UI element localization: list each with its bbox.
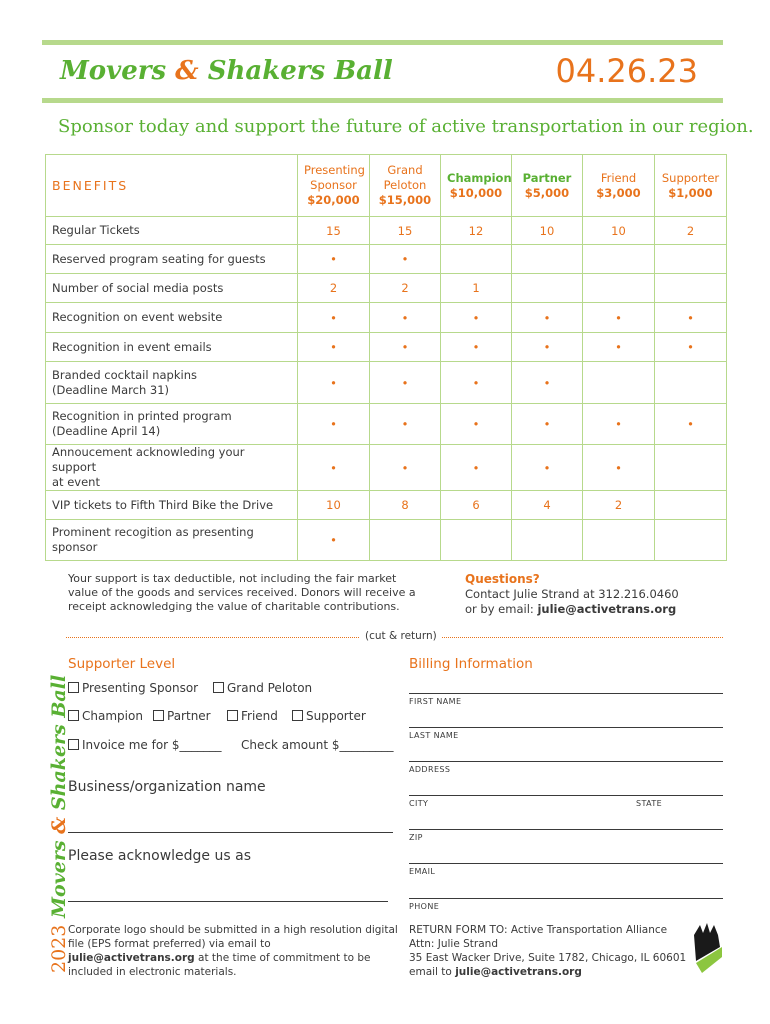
event-title: Movers & Shakers Ball — [60, 56, 393, 86]
benefit-value — [512, 274, 583, 303]
benefit-value: 4 — [512, 491, 583, 520]
benefit-row — [46, 217, 727, 245]
option-partner[interactable]: Partner — [153, 709, 211, 723]
benefit-row — [46, 303, 727, 333]
checkbox[interactable] — [227, 710, 238, 721]
questions-email-line: or by email: julie@activetrans.org — [465, 602, 677, 616]
benefit-value: 2 — [370, 274, 441, 303]
benefit-value: 10 — [298, 491, 370, 520]
phone-input[interactable] — [409, 898, 723, 899]
zip-input[interactable] — [409, 829, 723, 830]
benefit-label: Regular Tickets — [46, 217, 298, 245]
header-rule — [42, 98, 723, 103]
benefit-value: • — [583, 303, 655, 333]
benefit-value — [441, 520, 512, 561]
vertical-event-label: 2023 Movers & Shakers Ball — [48, 674, 70, 973]
benefit-label: Recognition in printed program (Deadline April 14) — [46, 404, 298, 445]
benefit-value: • — [441, 303, 512, 333]
option-invoice[interactable]: Invoice me for $_______ — [68, 738, 222, 752]
benefit-value — [370, 520, 441, 561]
benefit-row — [46, 520, 727, 561]
benefit-value: 10 — [583, 217, 655, 245]
benefit-value: • — [583, 445, 655, 491]
acknowledge-label: Please acknowledge us as — [68, 848, 251, 864]
benefit-value — [655, 491, 727, 520]
benefit-label: VIP tickets to Fifth Third Bike the Drive — [46, 491, 298, 520]
benefit-value: • — [512, 362, 583, 404]
benefit-value: 2 — [655, 217, 727, 245]
benefit-value: • — [655, 404, 727, 445]
city-state-input[interactable] — [409, 795, 723, 796]
benefit-value: 1 — [441, 274, 512, 303]
benefit-value: • — [298, 303, 370, 333]
benefit-value — [512, 245, 583, 274]
checkbox[interactable] — [153, 710, 164, 721]
business-name-input[interactable] — [68, 832, 393, 833]
benefit-value: • — [298, 333, 370, 362]
last-name-label: LAST NAME — [409, 731, 459, 740]
supporter-level-title: Supporter Level — [68, 656, 176, 672]
benefit-value: 2 — [298, 274, 370, 303]
benefit-value — [583, 274, 655, 303]
benefit-value: • — [655, 303, 727, 333]
benefit-value: • — [370, 445, 441, 491]
benefit-label: Prominent recogition as presenting sponsor — [46, 520, 298, 561]
benefit-value — [583, 362, 655, 404]
option-supporter[interactable]: Supporter — [292, 709, 366, 723]
benefit-value: • — [441, 404, 512, 445]
benefit-value — [583, 245, 655, 274]
billing-title: Billing Information — [409, 656, 533, 672]
benefit-value: 15 — [298, 217, 370, 245]
benefit-label: Reserved program seating for guests — [46, 245, 298, 274]
benefit-value — [655, 445, 727, 491]
benefit-value — [655, 362, 727, 404]
benefit-label: Annoucement acknowleding your support at event — [46, 445, 298, 491]
level-friend: Friend $3,000 — [583, 155, 655, 217]
benefit-value: • — [370, 404, 441, 445]
option-champion[interactable]: Champion — [68, 709, 143, 723]
option-friend[interactable]: Friend — [227, 709, 278, 723]
benefit-value: • — [298, 445, 370, 491]
email-label: EMAIL — [409, 867, 436, 876]
return-attn: Attn: Julie Strand — [409, 938, 498, 950]
questions-email-link[interactable]: julie@activetrans.org — [537, 602, 677, 616]
checkbox[interactable] — [213, 682, 224, 693]
level-champion: Champion $10,000 — [441, 155, 512, 217]
benefit-label: Recognition on event website — [46, 303, 298, 333]
address-input[interactable] — [409, 761, 723, 762]
benefit-value: • — [512, 333, 583, 362]
acknowledge-input[interactable] — [68, 901, 388, 902]
benefit-value — [655, 274, 727, 303]
checkbox[interactable] — [68, 739, 79, 750]
check-amount-field[interactable]: Check amount $_________ — [241, 738, 394, 752]
benefit-value: • — [441, 445, 512, 491]
benefit-value: 6 — [441, 491, 512, 520]
benefit-row — [46, 333, 727, 362]
level-partner: Partner $5,000 — [512, 155, 583, 217]
city-label: CITY — [409, 799, 429, 808]
benefit-value: • — [583, 404, 655, 445]
checkbox[interactable] — [68, 682, 79, 693]
benefit-value: • — [512, 445, 583, 491]
benefit-value: 8 — [370, 491, 441, 520]
return-email-link[interactable]: julie@activetrans.org — [455, 966, 582, 978]
benefit-value: 12 — [441, 217, 512, 245]
benefit-value: • — [441, 362, 512, 404]
benefit-row — [46, 362, 727, 404]
benefit-value: • — [655, 333, 727, 362]
option-grand-peloton[interactable]: Grand Peloton — [213, 681, 312, 695]
logo-note: Corporate logo should be submitted in a high resolution digital file (EPS format preferred) via email to julie@activetrans.org at the time of commitment to be included in electronic materials. — [68, 924, 398, 978]
address-label: ADDRESS — [409, 765, 451, 774]
alliance-logo-icon — [690, 921, 724, 973]
benefit-value: • — [298, 520, 370, 561]
level-presenting: Presenting Sponsor $20,000 — [298, 155, 370, 217]
email-input[interactable] — [409, 863, 723, 864]
benefit-value — [655, 245, 727, 274]
last-name-input[interactable] — [409, 727, 723, 728]
benefit-value — [583, 520, 655, 561]
benefit-row — [46, 445, 727, 491]
benefit-value: • — [512, 303, 583, 333]
option-presenting-sponsor[interactable]: Presenting Sponsor — [68, 681, 198, 695]
benefit-value: • — [298, 245, 370, 274]
cut-label: (cut & return) — [360, 630, 442, 642]
benefit-label: Number of social media posts — [46, 274, 298, 303]
benefit-value: • — [370, 333, 441, 362]
subtitle: Sponsor today and support the future of active transportation in our region. — [58, 116, 754, 137]
benefit-value: • — [370, 362, 441, 404]
phone-label: PHONE — [409, 902, 440, 911]
business-name-label: Business/organization name — [68, 779, 266, 795]
top-rule — [42, 40, 723, 45]
level-supporter: Supporter $1,000 — [655, 155, 727, 217]
first-name-input[interactable] — [409, 693, 723, 694]
logo-email-link[interactable]: julie@activetrans.org — [68, 952, 195, 964]
questions-contact: Contact Julie Strand at 312.216.0460 — [465, 587, 679, 601]
benefit-row — [46, 404, 727, 445]
return-email-line: email to julie@activetrans.org — [409, 966, 582, 978]
checkbox[interactable] — [292, 710, 303, 721]
benefit-value — [512, 520, 583, 561]
event-date: 04.26.23 — [555, 52, 698, 90]
zip-label: ZIP — [409, 833, 423, 842]
benefit-value — [655, 520, 727, 561]
benefit-value: • — [298, 362, 370, 404]
benefit-value: • — [370, 303, 441, 333]
questions-block — [465, 572, 725, 617]
benefit-value — [441, 245, 512, 274]
benefit-value: 15 — [370, 217, 441, 245]
benefit-value: • — [370, 245, 441, 274]
return-address — [409, 923, 699, 979]
benefit-label: Recognition in event emails — [46, 333, 298, 362]
checkbox[interactable] — [68, 710, 79, 721]
return-org-line: RETURN FORM TO: Active Transportation Alliance — [409, 924, 668, 936]
benefit-row — [46, 491, 727, 520]
benefit-value: • — [512, 404, 583, 445]
return-street: 35 East Wacker Drive, Suite 1782, Chicago, IL 60601 — [409, 952, 687, 964]
benefits-table — [45, 154, 727, 561]
benefits-header: BENEFITS — [46, 155, 298, 217]
level-grand-peloton: Grand Peloton $15,000 — [370, 155, 441, 217]
benefit-value: • — [441, 333, 512, 362]
questions-title: Questions? — [465, 572, 540, 586]
benefit-row — [46, 245, 727, 274]
benefit-label: Branded cocktail napkins (Deadline March 31) — [46, 362, 298, 404]
benefit-value: • — [298, 404, 370, 445]
benefit-row — [46, 274, 727, 303]
benefits-header-row — [46, 155, 727, 217]
tax-deductible-note: Your support is tax deductible, not including the fair market value of the goods and services received. Donors will receive a receipt acknowledging the value of charitable contributions. — [68, 572, 416, 613]
benefit-value: 2 — [583, 491, 655, 520]
state-label: STATE — [636, 799, 663, 808]
benefit-value: 10 — [512, 217, 583, 245]
first-name-label: FIRST NAME — [409, 697, 462, 706]
benefit-value: • — [583, 333, 655, 362]
